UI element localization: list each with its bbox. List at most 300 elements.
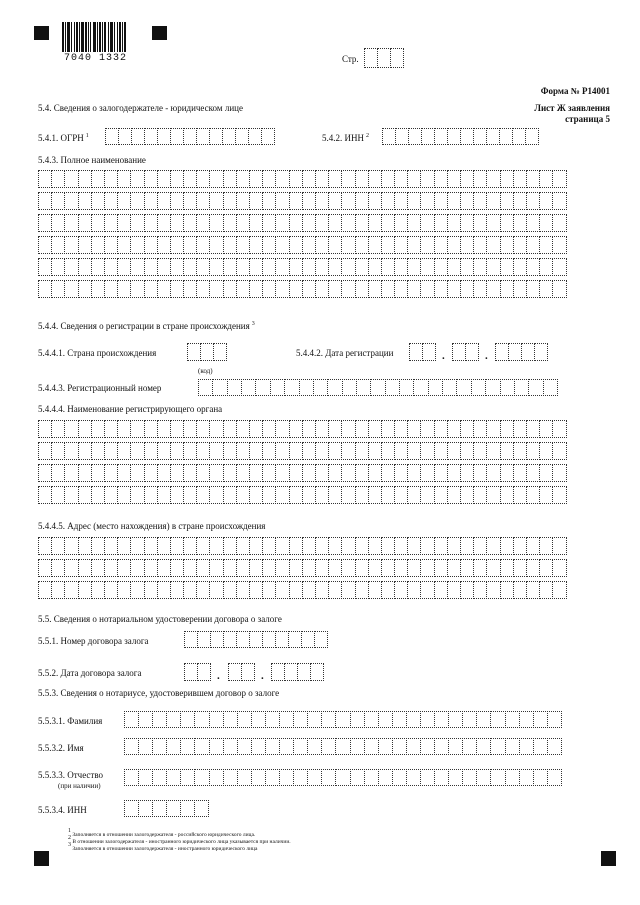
contract-month-field[interactable] (228, 663, 254, 681)
char-cell[interactable] (434, 559, 448, 577)
char-cell[interactable] (275, 170, 289, 188)
char-cell[interactable] (194, 711, 209, 728)
char-cell[interactable] (38, 192, 52, 210)
char-cell[interactable] (315, 192, 329, 210)
char-cell[interactable] (315, 214, 329, 232)
char-cell[interactable] (328, 192, 342, 210)
char-cell[interactable] (302, 420, 316, 438)
char-cell[interactable] (394, 214, 408, 232)
char-cell[interactable] (236, 214, 250, 232)
char-cell[interactable] (521, 343, 535, 361)
char-cell[interactable] (543, 379, 558, 396)
char-cell[interactable] (51, 192, 65, 210)
char-cell[interactable] (38, 170, 52, 188)
char-cell[interactable] (117, 280, 131, 298)
char-cell[interactable] (130, 420, 144, 438)
char-cell[interactable] (51, 559, 65, 577)
char-cell[interactable] (490, 769, 505, 786)
char-cell[interactable] (209, 170, 223, 188)
char-cell[interactable] (307, 769, 322, 786)
char-cell[interactable] (275, 442, 289, 460)
char-cell[interactable] (533, 711, 548, 728)
char-cell[interactable] (249, 581, 263, 599)
char-cell[interactable] (328, 280, 342, 298)
char-cell[interactable] (117, 236, 131, 254)
char-cell[interactable] (157, 442, 171, 460)
char-cell[interactable] (236, 559, 250, 577)
char-cell[interactable] (434, 214, 448, 232)
char-cell[interactable] (476, 769, 491, 786)
char-cell[interactable] (342, 379, 357, 396)
char-cell[interactable] (341, 420, 355, 438)
text-row[interactable] (38, 464, 566, 482)
char-cell[interactable] (38, 486, 52, 504)
char-cell[interactable] (194, 800, 209, 817)
char-cell[interactable] (407, 236, 421, 254)
char-cell[interactable] (341, 280, 355, 298)
text-row[interactable] (38, 192, 566, 210)
text-row[interactable] (38, 537, 566, 555)
char-cell[interactable] (293, 711, 308, 728)
char-cell[interactable] (381, 420, 395, 438)
char-cell[interactable] (262, 442, 276, 460)
char-cell[interactable] (364, 48, 378, 68)
char-cell[interactable] (539, 192, 553, 210)
char-cell[interactable] (394, 486, 408, 504)
char-cell[interactable] (223, 214, 237, 232)
char-cell[interactable] (447, 464, 461, 482)
char-cell[interactable] (428, 379, 443, 396)
char-cell[interactable] (144, 442, 158, 460)
char-cell[interactable] (490, 738, 505, 755)
char-cell[interactable] (170, 537, 184, 555)
char-cell[interactable] (486, 464, 500, 482)
char-cell[interactable] (228, 663, 242, 681)
char-cell[interactable] (275, 258, 289, 276)
char-cell[interactable] (315, 581, 329, 599)
char-cell[interactable] (104, 581, 118, 599)
char-cell[interactable] (408, 128, 422, 145)
char-cell[interactable] (38, 537, 52, 555)
char-cell[interactable] (64, 214, 78, 232)
char-cell[interactable] (197, 631, 211, 648)
char-cell[interactable] (64, 258, 78, 276)
char-cell[interactable] (144, 236, 158, 254)
char-cell[interactable] (421, 128, 435, 145)
char-cell[interactable] (157, 236, 171, 254)
char-cell[interactable] (473, 420, 487, 438)
char-cell[interactable] (315, 280, 329, 298)
char-cell[interactable] (130, 236, 144, 254)
char-cell[interactable] (196, 214, 210, 232)
char-cell[interactable] (519, 738, 534, 755)
char-cell[interactable] (279, 769, 294, 786)
char-cell[interactable] (486, 170, 500, 188)
char-cell[interactable] (539, 236, 553, 254)
char-cell[interactable] (223, 442, 237, 460)
char-cell[interactable] (91, 170, 105, 188)
char-cell[interactable] (420, 581, 434, 599)
char-cell[interactable] (262, 236, 276, 254)
char-cell[interactable] (406, 711, 421, 728)
char-cell[interactable] (328, 537, 342, 555)
char-cell[interactable] (196, 170, 210, 188)
char-cell[interactable] (473, 559, 487, 577)
char-cell[interactable] (370, 379, 385, 396)
char-cell[interactable] (249, 486, 263, 504)
char-cell[interactable] (552, 420, 566, 438)
char-cell[interactable] (500, 280, 514, 298)
char-cell[interactable] (409, 343, 423, 361)
page-number-field[interactable] (364, 48, 403, 68)
char-cell[interactable] (473, 170, 487, 188)
char-cell[interactable] (420, 214, 434, 232)
char-cell[interactable] (448, 769, 463, 786)
char-cell[interactable] (513, 170, 527, 188)
char-cell[interactable] (301, 631, 315, 648)
char-cell[interactable] (144, 464, 158, 482)
char-cell[interactable] (490, 711, 505, 728)
char-cell[interactable] (209, 128, 223, 145)
char-cell[interactable] (289, 442, 303, 460)
char-cell[interactable] (355, 280, 369, 298)
char-cell[interactable] (64, 486, 78, 504)
char-cell[interactable] (249, 631, 263, 648)
char-cell[interactable] (289, 214, 303, 232)
char-cell[interactable] (275, 559, 289, 577)
char-cell[interactable] (237, 711, 252, 728)
char-cell[interactable] (78, 581, 92, 599)
char-cell[interactable] (473, 486, 487, 504)
char-cell[interactable] (394, 280, 408, 298)
char-cell[interactable] (209, 486, 223, 504)
char-cell[interactable] (448, 711, 463, 728)
char-cell[interactable] (187, 343, 201, 361)
char-cell[interactable] (209, 214, 223, 232)
char-cell[interactable] (447, 559, 461, 577)
char-cell[interactable] (315, 170, 329, 188)
char-cell[interactable] (447, 192, 461, 210)
char-cell[interactable] (180, 711, 195, 728)
char-cell[interactable] (310, 663, 324, 681)
char-cell[interactable] (262, 559, 276, 577)
char-cell[interactable] (130, 537, 144, 555)
char-cell[interactable] (321, 711, 336, 728)
char-cell[interactable] (368, 170, 382, 188)
char-cell[interactable] (500, 464, 514, 482)
char-cell[interactable] (364, 769, 379, 786)
char-cell[interactable] (196, 420, 210, 438)
char-cell[interactable] (235, 128, 249, 145)
char-cell[interactable] (157, 464, 171, 482)
char-cell[interactable] (407, 420, 421, 438)
char-cell[interactable] (539, 559, 553, 577)
char-cell[interactable] (262, 192, 276, 210)
char-cell[interactable] (368, 236, 382, 254)
char-cell[interactable] (170, 192, 184, 210)
char-cell[interactable] (505, 769, 520, 786)
char-cell[interactable] (341, 581, 355, 599)
char-cell[interactable] (78, 280, 92, 298)
char-cell[interactable] (117, 258, 131, 276)
char-cell[interactable] (249, 442, 263, 460)
char-cell[interactable] (552, 214, 566, 232)
contract-number-field[interactable] (184, 631, 327, 648)
char-cell[interactable] (104, 280, 118, 298)
char-cell[interactable] (335, 769, 350, 786)
char-cell[interactable] (513, 581, 527, 599)
registration-month-field[interactable] (452, 343, 478, 361)
char-cell[interactable] (486, 236, 500, 254)
char-cell[interactable] (183, 280, 197, 298)
char-cell[interactable] (223, 170, 237, 188)
char-cell[interactable] (118, 128, 132, 145)
char-cell[interactable] (434, 128, 448, 145)
char-cell[interactable] (117, 192, 131, 210)
char-cell[interactable] (130, 581, 144, 599)
char-cell[interactable] (51, 537, 65, 555)
char-cell[interactable] (460, 442, 474, 460)
char-cell[interactable] (368, 258, 382, 276)
char-cell[interactable] (91, 442, 105, 460)
char-cell[interactable] (315, 236, 329, 254)
char-cell[interactable] (152, 711, 167, 728)
char-cell[interactable] (138, 738, 153, 755)
char-cell[interactable] (236, 258, 250, 276)
char-cell[interactable] (302, 581, 316, 599)
char-cell[interactable] (117, 214, 131, 232)
char-cell[interactable] (144, 170, 158, 188)
char-cell[interactable] (271, 663, 285, 681)
char-cell[interactable] (196, 192, 210, 210)
char-cell[interactable] (157, 192, 171, 210)
char-cell[interactable] (248, 128, 262, 145)
char-cell[interactable] (539, 280, 553, 298)
char-cell[interactable] (144, 486, 158, 504)
char-cell[interactable] (289, 420, 303, 438)
char-cell[interactable] (473, 236, 487, 254)
char-cell[interactable] (170, 128, 184, 145)
char-cell[interactable] (117, 442, 131, 460)
char-cell[interactable] (236, 170, 250, 188)
char-cell[interactable] (460, 559, 474, 577)
char-cell[interactable] (196, 236, 210, 254)
char-cell[interactable] (341, 214, 355, 232)
char-cell[interactable] (223, 280, 237, 298)
char-cell[interactable] (355, 258, 369, 276)
char-cell[interactable] (289, 192, 303, 210)
char-cell[interactable] (262, 631, 276, 648)
char-cell[interactable] (223, 769, 238, 786)
char-cell[interactable] (209, 420, 223, 438)
char-cell[interactable] (473, 192, 487, 210)
char-cell[interactable] (392, 769, 407, 786)
char-cell[interactable] (261, 128, 275, 145)
char-cell[interactable] (124, 738, 139, 755)
notary-name-field[interactable] (124, 738, 561, 755)
char-cell[interactable] (170, 559, 184, 577)
char-cell[interactable] (117, 486, 131, 504)
char-cell[interactable] (236, 581, 250, 599)
char-cell[interactable] (456, 379, 471, 396)
char-cell[interactable] (447, 442, 461, 460)
char-cell[interactable] (249, 258, 263, 276)
char-cell[interactable] (420, 442, 434, 460)
char-cell[interactable] (302, 236, 316, 254)
char-cell[interactable] (420, 170, 434, 188)
char-cell[interactable] (78, 170, 92, 188)
char-cell[interactable] (394, 581, 408, 599)
char-cell[interactable] (104, 537, 118, 555)
char-cell[interactable] (209, 581, 223, 599)
char-cell[interactable] (241, 663, 255, 681)
char-cell[interactable] (420, 464, 434, 482)
char-cell[interactable] (51, 236, 65, 254)
char-cell[interactable] (237, 738, 252, 755)
char-cell[interactable] (170, 236, 184, 254)
char-cell[interactable] (315, 442, 329, 460)
char-cell[interactable] (526, 192, 540, 210)
char-cell[interactable] (512, 128, 526, 145)
char-cell[interactable] (314, 631, 328, 648)
char-cell[interactable] (249, 192, 263, 210)
char-cell[interactable] (166, 800, 181, 817)
fullname-field[interactable] (38, 170, 566, 302)
char-cell[interactable] (249, 464, 263, 482)
char-cell[interactable] (350, 711, 365, 728)
char-cell[interactable] (328, 442, 342, 460)
char-cell[interactable] (381, 442, 395, 460)
char-cell[interactable] (212, 379, 227, 396)
char-cell[interactable] (442, 379, 457, 396)
char-cell[interactable] (486, 420, 500, 438)
char-cell[interactable] (223, 464, 237, 482)
char-cell[interactable] (51, 464, 65, 482)
char-cell[interactable] (293, 738, 308, 755)
char-cell[interactable] (91, 486, 105, 504)
char-cell[interactable] (38, 280, 52, 298)
char-cell[interactable] (104, 442, 118, 460)
char-cell[interactable] (341, 537, 355, 555)
char-cell[interactable] (227, 379, 242, 396)
char-cell[interactable] (157, 581, 171, 599)
char-cell[interactable] (213, 343, 227, 361)
char-cell[interactable] (183, 214, 197, 232)
char-cell[interactable] (547, 738, 562, 755)
char-cell[interactable] (420, 711, 435, 728)
char-cell[interactable] (180, 738, 195, 755)
char-cell[interactable] (321, 738, 336, 755)
char-cell[interactable] (486, 214, 500, 232)
char-cell[interactable] (381, 170, 395, 188)
char-cell[interactable] (355, 192, 369, 210)
char-cell[interactable] (157, 170, 171, 188)
char-cell[interactable] (209, 442, 223, 460)
char-cell[interactable] (394, 537, 408, 555)
char-cell[interactable] (513, 192, 527, 210)
char-cell[interactable] (500, 420, 514, 438)
char-cell[interactable] (460, 214, 474, 232)
char-cell[interactable] (302, 442, 316, 460)
char-cell[interactable] (130, 170, 144, 188)
char-cell[interactable] (539, 170, 553, 188)
char-cell[interactable] (209, 711, 224, 728)
char-cell[interactable] (526, 464, 540, 482)
char-cell[interactable] (91, 581, 105, 599)
char-cell[interactable] (381, 486, 395, 504)
char-cell[interactable] (473, 214, 487, 232)
char-cell[interactable] (209, 236, 223, 254)
char-cell[interactable] (315, 559, 329, 577)
char-cell[interactable] (447, 537, 461, 555)
char-cell[interactable] (299, 379, 314, 396)
char-cell[interactable] (420, 738, 435, 755)
char-cell[interactable] (262, 214, 276, 232)
char-cell[interactable] (513, 486, 527, 504)
char-cell[interactable] (170, 214, 184, 232)
char-cell[interactable] (476, 711, 491, 728)
char-cell[interactable] (144, 214, 158, 232)
char-cell[interactable] (51, 442, 65, 460)
char-cell[interactable] (78, 537, 92, 555)
char-cell[interactable] (236, 486, 250, 504)
char-cell[interactable] (91, 420, 105, 438)
char-cell[interactable] (236, 442, 250, 460)
char-cell[interactable] (473, 537, 487, 555)
char-cell[interactable] (157, 214, 171, 232)
char-cell[interactable] (236, 280, 250, 298)
char-cell[interactable] (170, 581, 184, 599)
char-cell[interactable] (315, 420, 329, 438)
char-cell[interactable] (38, 214, 52, 232)
char-cell[interactable] (152, 769, 167, 786)
char-cell[interactable] (307, 711, 322, 728)
char-cell[interactable] (328, 214, 342, 232)
char-cell[interactable] (302, 464, 316, 482)
char-cell[interactable] (236, 420, 250, 438)
char-cell[interactable] (78, 464, 92, 482)
char-cell[interactable] (251, 738, 266, 755)
char-cell[interactable] (552, 258, 566, 276)
char-cell[interactable] (78, 214, 92, 232)
char-cell[interactable] (406, 738, 421, 755)
char-cell[interactable] (460, 170, 474, 188)
char-cell[interactable] (64, 420, 78, 438)
char-cell[interactable] (104, 214, 118, 232)
char-cell[interactable] (420, 236, 434, 254)
char-cell[interactable] (447, 420, 461, 438)
char-cell[interactable] (138, 800, 153, 817)
char-cell[interactable] (460, 486, 474, 504)
char-cell[interactable] (275, 581, 289, 599)
char-cell[interactable] (460, 258, 474, 276)
char-cell[interactable] (368, 192, 382, 210)
char-cell[interactable] (335, 711, 350, 728)
char-cell[interactable] (157, 128, 171, 145)
char-cell[interactable] (275, 631, 289, 648)
char-cell[interactable] (485, 379, 500, 396)
char-cell[interactable] (434, 192, 448, 210)
char-cell[interactable] (38, 581, 52, 599)
char-cell[interactable] (341, 486, 355, 504)
char-cell[interactable] (539, 442, 553, 460)
char-cell[interactable] (315, 486, 329, 504)
char-cell[interactable] (293, 769, 308, 786)
char-cell[interactable] (526, 258, 540, 276)
char-cell[interactable] (552, 442, 566, 460)
char-cell[interactable] (223, 559, 237, 577)
char-cell[interactable] (105, 128, 119, 145)
